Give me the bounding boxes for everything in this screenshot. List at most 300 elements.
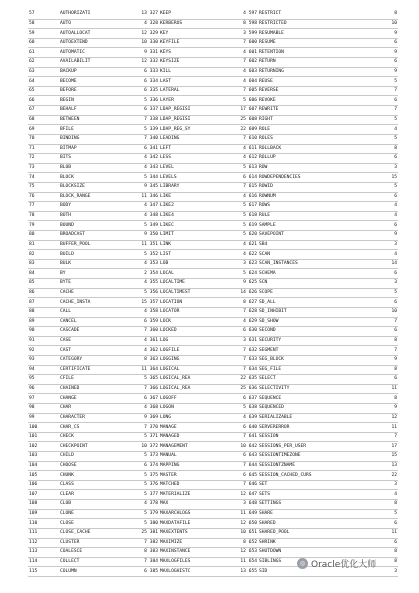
table-cell: BITS <box>59 154 119 164</box>
table-cell: ROLLUP <box>258 154 362 164</box>
table-cell: 107 <box>28 490 59 500</box>
table-cell: 3 <box>362 279 398 289</box>
table-cell: 7 366 <box>119 384 159 394</box>
table-cell: 4 378 <box>119 500 159 510</box>
table-cell: 6 335 <box>119 86 159 96</box>
table-cell: SESSIONTZNAME <box>258 461 362 471</box>
table-cell: 9 <box>362 67 398 77</box>
table-cell: LINK <box>159 240 222 250</box>
table-cell: LOCATION <box>159 298 222 308</box>
table-cell: CASE <box>59 336 119 346</box>
table-cell: 75 <box>28 182 59 192</box>
table-row <box>28 67 398 77</box>
table-cell: 11 <box>362 528 398 538</box>
table-row <box>28 346 398 356</box>
table-cell: 81 <box>28 240 59 250</box>
table-cell: 4 362 <box>119 346 159 356</box>
table-cell: 9 350 <box>119 231 159 241</box>
table-cell: 5 352 <box>119 250 159 260</box>
table-cell: 6 <box>362 269 398 279</box>
table-cell: LDAP_REG_SY <box>159 125 222 135</box>
table-cell: CATEGORY <box>59 355 119 365</box>
table-cell: 112 <box>28 538 59 548</box>
table-row <box>28 115 398 125</box>
table-cell: 5 613 <box>222 163 258 173</box>
table-cell: 13 <box>362 461 398 471</box>
table-cell: 94 <box>28 365 59 375</box>
table-cell: LIMIT <box>159 231 222 241</box>
table-cell: 5 379 <box>119 509 159 519</box>
table-cell: 4 343 <box>119 163 159 173</box>
table-cell: 5 380 <box>119 519 159 529</box>
table-cell: BULK <box>59 259 119 269</box>
table-row <box>28 317 398 327</box>
table-row <box>28 240 398 250</box>
table-cell: RESUME <box>258 38 362 48</box>
table-row <box>28 403 398 413</box>
table-cell: 8 <box>362 557 398 567</box>
table-cell: LOCATOR <box>159 307 222 317</box>
table-cell: 7 340 <box>119 134 159 144</box>
table-cell: 3 <box>362 480 398 490</box>
table-cell: LEVELS <box>159 173 222 183</box>
table-cell: LIST <box>159 250 222 260</box>
table-cell: 5 624 <box>222 269 258 279</box>
table-cell: 5 376 <box>119 480 159 490</box>
watermark-text: Oracle优化大师 <box>311 559 377 570</box>
table-cell: 100 <box>28 423 59 433</box>
table-cell: 5 371 <box>119 432 159 442</box>
table-cell: 7 <box>362 346 398 356</box>
table-cell: SAVEPOINT <box>258 231 362 241</box>
table-cell: 6 <box>362 298 398 308</box>
table-cell: MAXEXTENTS <box>159 528 222 538</box>
table-cell: 4 603 <box>222 67 258 77</box>
table-cell: LOGICAL <box>159 365 222 375</box>
table-cell: BY <box>59 269 119 279</box>
table-cell: 105 <box>28 471 59 481</box>
table-cell: 5 <box>362 134 398 144</box>
table-cell: 6 <box>362 154 398 164</box>
table-cell: LATERAL <box>159 86 222 96</box>
table-cell: 11 346 <box>119 192 159 202</box>
table-cell: 7 360 <box>119 327 159 337</box>
table-cell: 14 626 <box>222 288 258 298</box>
table-cell: 9 <box>362 231 398 241</box>
table-cell: 58 <box>28 19 59 29</box>
table-cell: SESSION_CACHED_CURS <box>258 471 362 481</box>
table-cell: LOB <box>159 259 222 269</box>
table-cell: 12 653 <box>222 548 258 558</box>
table-cell: CACHE <box>59 288 119 298</box>
table-row <box>28 211 398 221</box>
table-cell: BITMAP <box>59 144 119 154</box>
table-cell: CHECKPOINT <box>59 442 119 452</box>
table-cell: 6 334 <box>119 77 159 87</box>
table-cell: 7 610 <box>222 134 258 144</box>
table-cell: 111 <box>28 528 59 538</box>
table-cell: 67 <box>28 106 59 116</box>
table-cell: SHUTDOWN <box>258 548 362 558</box>
table-cell: 6 <box>362 38 398 48</box>
table-cell: BACKUP <box>59 67 119 77</box>
table-cell: 22 609 <box>222 125 258 135</box>
table-cell: 4 <box>362 125 398 135</box>
table-row <box>28 490 398 500</box>
table-cell: SCN <box>258 279 362 289</box>
table-cell: 70 <box>28 134 59 144</box>
table-cell: 9 <box>362 403 398 413</box>
table-cell: 5 619 <box>222 221 258 231</box>
table-cell: 9 <box>362 355 398 365</box>
table-cell: SCOPE <box>258 288 362 298</box>
table-cell: SHRINK <box>258 538 362 548</box>
table-cell: SD_ALL <box>258 298 362 308</box>
table-cell: 4 368 <box>119 403 159 413</box>
table-cell: 7 641 <box>222 432 258 442</box>
table-cell: ROWID <box>258 182 362 192</box>
table-cell: 7 600 <box>222 38 258 48</box>
table-cell: 4 353 <box>119 259 159 269</box>
table-cell: LIKE4 <box>159 211 222 221</box>
table-cell: MAXLOGFILES <box>159 557 222 567</box>
table-row <box>28 432 398 442</box>
table-row <box>28 19 398 29</box>
table-cell: 7 370 <box>119 423 159 433</box>
table-cell: SECURITY <box>258 336 362 346</box>
table-cell: 4 <box>362 202 398 212</box>
table-cell: 15 <box>362 173 398 183</box>
table-cell: KEYS <box>159 48 222 58</box>
table-cell: LOCALTIME <box>159 279 222 289</box>
table-cell: 4 <box>362 211 398 221</box>
table-row <box>28 528 398 538</box>
table-cell: 25 381 <box>119 528 159 538</box>
table-cell: 7 628 <box>222 307 258 317</box>
table-row <box>28 509 398 519</box>
table-cell: MATERIALIZE <box>159 490 222 500</box>
table-cell: BOUND <box>59 221 119 231</box>
table-cell: 4 328 <box>119 19 159 29</box>
table-cell: CLOB <box>59 500 119 510</box>
table-row <box>28 58 398 68</box>
table-cell: BINDING <box>59 134 119 144</box>
table-cell: 3 631 <box>222 336 258 346</box>
table-cell: CHARACTER <box>59 413 119 423</box>
table-cell: BFILE <box>59 125 119 135</box>
table-cell: 17 607 <box>222 106 258 116</box>
table-cell: BEGIN <box>59 96 119 106</box>
table-cell: SETTINGS <box>258 500 362 510</box>
table-cell: 91 <box>28 336 59 346</box>
table-cell: 5 <box>362 77 398 87</box>
table-cell: 5 365 <box>119 375 159 385</box>
table-row <box>28 163 398 173</box>
table-cell: 92 <box>28 346 59 356</box>
table-cell: MAXINSTANCE <box>159 548 222 558</box>
table-cell: SELECT <box>258 375 362 385</box>
table-cell: SECOND <box>258 327 362 337</box>
table-cell: 14 <box>362 259 398 269</box>
table-cell: BUFFER_POOL <box>59 240 119 250</box>
table-row <box>28 250 398 260</box>
table-cell: 6 367 <box>119 394 159 404</box>
table-cell: BECOME <box>59 77 119 87</box>
keyword-table <box>28 10 398 577</box>
table-cell: 66 <box>28 96 59 106</box>
table-cell: 7 634 <box>222 365 258 375</box>
table-cell: 9 625 <box>222 279 258 289</box>
table-cell: 12 332 <box>119 58 159 68</box>
table-cell: SHARED_POOL <box>258 528 362 538</box>
table-cell: LIKE2 <box>159 202 222 212</box>
table-cell: ROW <box>258 163 362 173</box>
table-row <box>28 413 398 423</box>
table-cell: 61 <box>28 48 59 58</box>
table-cell: 84 <box>28 269 59 279</box>
table-cell: RESTRICTED <box>258 19 362 29</box>
table-cell: LOGICAL_REA <box>159 384 222 394</box>
table-cell: 7 632 <box>222 346 258 356</box>
table-cell: 11 351 <box>119 240 159 250</box>
table-cell: KERBEROS <box>159 19 222 29</box>
table-cell: RETURNING <box>258 67 362 77</box>
table-cell: 11 <box>362 384 398 394</box>
table-cell: 4 358 <box>119 307 159 317</box>
table-cell: 22 <box>362 471 398 481</box>
table-cell: LDAP_REGISI <box>159 115 222 125</box>
table-cell: 6 614 <box>222 173 258 183</box>
table-cell: MANAGE <box>159 423 222 433</box>
table-cell: 7 <box>362 106 398 116</box>
table-cell: 5 618 <box>222 211 258 221</box>
table-cell: 8 <box>362 394 398 404</box>
table-cell: 6 341 <box>119 144 159 154</box>
table-cell: 4 355 <box>119 279 159 289</box>
table-cell: 7 384 <box>119 557 159 567</box>
table-cell: 5 617 <box>222 202 258 212</box>
table-cell: LOGICAL_REA <box>159 375 222 385</box>
table-cell: 4 621 <box>222 240 258 250</box>
table-cell: AUTO <box>59 19 119 29</box>
table-cell: 4 348 <box>119 211 159 221</box>
table-cell: CACHE_INSTA <box>59 298 119 308</box>
table-row <box>28 173 398 183</box>
table-cell: 7 644 <box>222 461 258 471</box>
table-cell: 79 <box>28 221 59 231</box>
table-cell: 11 <box>362 423 398 433</box>
table-cell: 77 <box>28 202 59 212</box>
table-cell: LIBRARY <box>159 182 222 192</box>
table-cell: LESS <box>159 154 222 164</box>
table-row <box>28 375 398 385</box>
table-row <box>28 202 398 212</box>
table-row <box>28 538 398 548</box>
table-cell: 5 <box>362 182 398 192</box>
table-cell: RULE <box>258 211 362 221</box>
table-cell: 6 <box>362 538 398 548</box>
table-row <box>28 144 398 154</box>
table-cell: 5 638 <box>222 403 258 413</box>
table-cell: 8 363 <box>119 355 159 365</box>
table-cell: 5 <box>362 288 398 298</box>
table-cell: CERTIFICATE <box>59 365 119 375</box>
table-cell: COLLECT <box>59 557 119 567</box>
table-cell: BLOCK <box>59 173 119 183</box>
table-cell: 97 <box>28 394 59 404</box>
table-cell: LEVEL <box>159 163 222 173</box>
table-cell: LOCAL <box>159 269 222 279</box>
table-cell: 73 <box>28 163 59 173</box>
wechat-official-account-icon: ◎ <box>297 558 308 569</box>
table-cell: 25 608 <box>222 115 258 125</box>
table-cell: 7 <box>362 86 398 96</box>
table-cell: 4 629 <box>222 317 258 327</box>
table-row <box>28 231 398 241</box>
table-row <box>28 423 398 433</box>
table-cell: BLOCK_RANGE <box>59 192 119 202</box>
table-cell: 9 <box>362 48 398 58</box>
table-cell: 82 <box>28 250 59 260</box>
table-cell: 8 598 <box>222 19 258 29</box>
table-cell: CHILD <box>59 452 119 462</box>
table-cell: 8 <box>362 548 398 558</box>
table-cell: 15 357 <box>119 298 159 308</box>
table-cell: MAXARCHLOGS <box>159 509 222 519</box>
table-cell: 8 <box>362 10 398 19</box>
table-cell: 9 345 <box>119 182 159 192</box>
table-cell: 57 <box>28 10 59 19</box>
table-cell: KEYSIZE <box>159 58 222 68</box>
table-cell: 5 344 <box>119 173 159 183</box>
table-cell: CFILE <box>59 375 119 385</box>
table-row <box>28 106 398 116</box>
table-cell: 6 640 <box>222 423 258 433</box>
table-cell: AVAILABILIT <box>59 58 119 68</box>
table-row <box>28 519 398 529</box>
table-cell: LOGFILE <box>159 346 222 356</box>
table-row <box>28 125 398 135</box>
table-cell: 10 <box>362 307 398 317</box>
table-cell: SESSIONS_PER_USER <box>258 442 362 452</box>
table-row <box>28 192 398 202</box>
table-cell: 6 385 <box>119 567 159 577</box>
table-row <box>28 134 398 144</box>
table-row <box>28 288 398 298</box>
table-cell: 59 <box>28 29 59 39</box>
table-cell: 6 <box>362 327 398 337</box>
table-cell: CLASS <box>59 480 119 490</box>
table-cell: 96 <box>28 384 59 394</box>
table-cell: CAST <box>59 346 119 356</box>
table-cell: CLONE <box>59 509 119 519</box>
table-cell: LOCK <box>159 317 222 327</box>
table-cell: 4 <box>362 490 398 500</box>
table-cell: MAXIMIZE <box>159 538 222 548</box>
table-cell: 113 <box>28 548 59 558</box>
table-cell: 11 654 <box>222 557 258 567</box>
table-cell: 13 327 <box>119 10 159 19</box>
table-row <box>28 96 398 106</box>
table-row <box>28 480 398 490</box>
table-row <box>28 355 398 365</box>
table-cell: 6 <box>362 58 398 68</box>
table-cell: 22 635 <box>222 375 258 385</box>
table-cell: 3 648 <box>222 500 258 510</box>
table-cell: LOG <box>159 336 222 346</box>
table-cell: SCAN <box>258 250 362 260</box>
table-cell: 9 369 <box>119 413 159 423</box>
table-cell: 4 611 <box>222 144 258 154</box>
table-cell: 10 <box>362 19 398 29</box>
table-row <box>28 307 398 317</box>
table-row <box>28 38 398 48</box>
table-cell: CLEAR <box>59 490 119 500</box>
table-cell: 80 <box>28 231 59 241</box>
table-cell: 7 <box>362 317 398 327</box>
table-cell: 108 <box>28 500 59 510</box>
table-row <box>28 394 398 404</box>
table-row <box>28 77 398 87</box>
table-cell: 5 606 <box>222 96 258 106</box>
table-cell: 10 330 <box>119 38 159 48</box>
table-cell: 15 <box>362 452 398 462</box>
table-cell: 4 361 <box>119 336 159 346</box>
table-cell: RESTRICT <box>258 10 362 19</box>
table-cell: BEFORE <box>59 86 119 96</box>
table-cell: 9 <box>362 29 398 39</box>
table-cell: MAPPING <box>159 461 222 471</box>
table-cell: LOCKED <box>159 327 222 337</box>
table-cell: 5 339 <box>119 125 159 135</box>
table-cell: 109 <box>28 509 59 519</box>
table-cell: CANCEL <box>59 317 119 327</box>
table-cell: ROWS <box>258 202 362 212</box>
table-cell: 4 601 <box>222 48 258 58</box>
table-cell: 12 <box>362 413 398 423</box>
table-cell: 6 359 <box>119 317 159 327</box>
table-cell: BOTH <box>59 211 119 221</box>
table-cell: CHOOSE <box>59 461 119 471</box>
table-row <box>28 182 398 192</box>
table-cell: RIGHT <box>258 115 362 125</box>
table-cell: SAMPLE <box>258 221 362 231</box>
table-cell: 4 347 <box>119 202 159 212</box>
table-cell: 3 <box>362 567 398 577</box>
table-cell: SIBLINGS <box>258 557 362 567</box>
table-cell: 8 652 <box>222 538 258 548</box>
table-cell: SD_INHIBIT <box>258 307 362 317</box>
table-cell: SHARE <box>258 509 362 519</box>
table-cell: 7 615 <box>222 182 258 192</box>
table-cell: MATCHED <box>159 480 222 490</box>
table-cell: 11 649 <box>222 509 258 519</box>
table-cell: CHECK <box>59 432 119 442</box>
table-cell: 25 636 <box>222 384 258 394</box>
table-cell: 5 377 <box>119 490 159 500</box>
table-cell: CASCADE <box>59 327 119 337</box>
table-cell: 6 637 <box>222 394 258 404</box>
table-cell: MANAGED <box>159 432 222 442</box>
table-cell: RETURN <box>258 58 362 68</box>
table-cell: 3 599 <box>222 29 258 39</box>
table-cell: KEYFILE <box>159 38 222 48</box>
table-cell: MAXLOGHISTC <box>159 567 222 577</box>
table-cell: CLOSE <box>59 519 119 529</box>
table-row <box>28 471 398 481</box>
table-cell: ROWNUM <box>258 192 362 202</box>
table-cell: 5 620 <box>222 231 258 241</box>
